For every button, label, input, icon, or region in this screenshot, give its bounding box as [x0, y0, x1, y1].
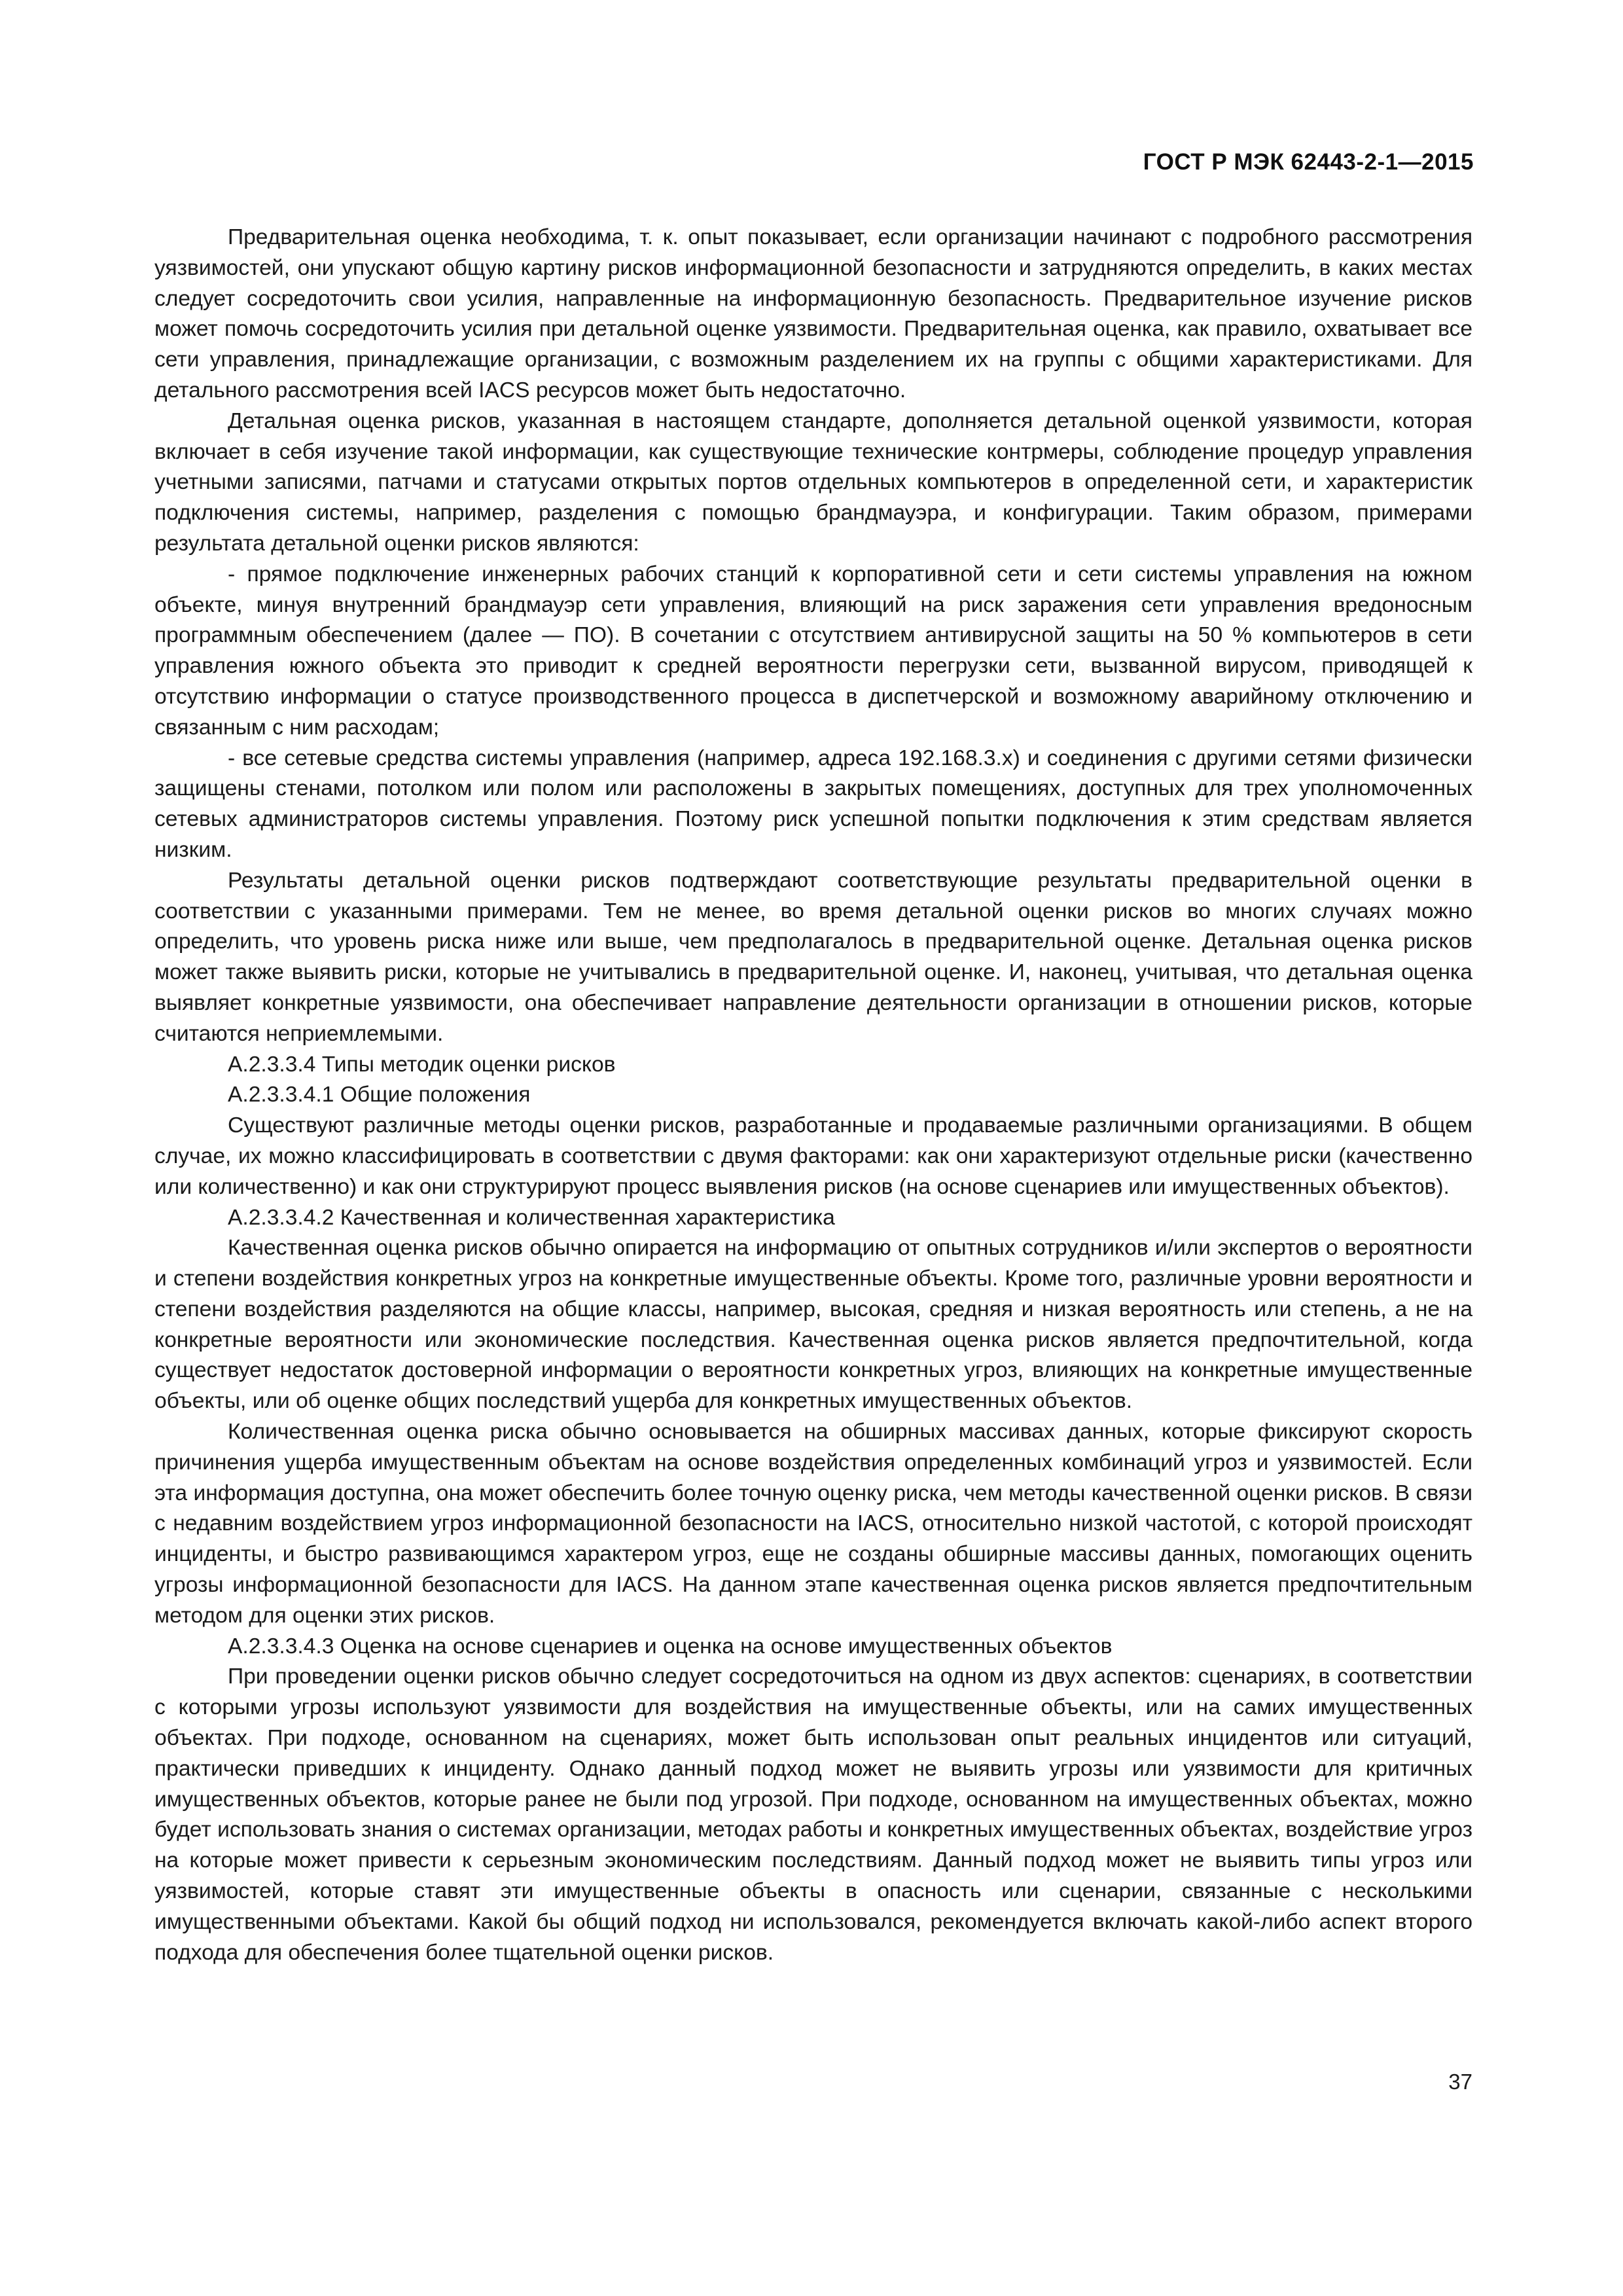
body-text — [154, 223, 1472, 1968]
standard-header: ГОСТ Р МЭК 62443-2-1—2015 — [1143, 149, 1474, 175]
list-item: - все сетевые средства системы управления (например, адреса 192.168.3.x) и соединения с другими сетями физически защищены стенами, потолком или полом или расположены в закрытых помещениях, доступных для трех уполномоченных сетевых администраторов системы управления. Поэтому риск успешной попытки подключения к этим средствам является низким. — [154, 745, 1472, 862]
section-heading: А.2.3.3.4.2 Качественная и количественная характеристика — [228, 1205, 835, 1230]
section-heading: А.2.3.3.4 Типы методик оценки рисков — [228, 1052, 616, 1077]
paragraph: Результаты детальной оценки рисков подтверждают соответствующие результаты предварительной оценки в соответствии с указанными примерами. Тем не менее, во время детальной оценки рисков во многих случаях можно определить, что уровень риска ниже или выше, чем предполагалось в предварительной оценке. Детальная оценка рисков может также выявить риски, которые не учитывались в предварительной оценке. И, наконец, учитывая, что детальная оценка выявляет конкретные уязвимости, она обеспечивает направление деятельности организации в отношении рисков, которые считаются неприемлемыми. — [154, 868, 1472, 1046]
paragraph: Предварительная оценка необходима, т. к. опыт показывает, если организации начинают с подробного рассмотрения уязвимостей, они упускают общую картину рисков информационной безопасности и затрудняются определить, в каких местах следует сосредоточить свои усилия, направленные на информационную безопасность. Предварительное изучение рисков может помочь сосредоточить усилия при детальной оценке уязвимости. Предварительная оценка, как правило, охватывает все сети управления, принадлежащие организации, с возможным разделением их на группы с общими характеристиками. Для детального рассмотрения всей IACS ресурсов может быть недостаточно. — [154, 225, 1472, 403]
paragraph: Существуют различные методы оценки рисков, разработанные и продаваемые различными организациями. В общем случае, их можно классифицировать в соответствии с двумя факторами: как они характеризуют отдельные риски (качественно или количественно) и как они структурируют процесс выявления рисков (на основе сценариев или имущественных объектов). — [154, 1113, 1472, 1199]
list-item: - прямое подключение инженерных рабочих станций к корпоративной сети и сети системы управления на южном объекте, минуя внутренний брандмауэр сети управления, влияющий на риск заражения сети управления вредоносным программным обеспечением (далее — ПО). В сочетании с отсутствием антивирусной защиты на 50 % компьютеров в сети управления южного объекта это приводит к средней вероятности перегрузки сети, вызванной вирусом, приводящей к отсутствию информации о статусе производственного процесса в диспетчерской и возможному аварийному отключению и связанным с ним расходам; — [154, 562, 1472, 740]
paragraph: Качественная оценка рисков обычно опирается на информацию от опытных сотрудников и/или экспертов о вероятности и степени воздействия конкретных угроз на конкретные имущественные объекты. Кроме того, различные уровни вероятности и степени воздействия разделяются на общие классы, например, высокая, средняя и низкая вероятность или степень, а не на конкретные вероятности или экономические последствия. Качественная оценка рисков является предпочтительной, когда существует недостаток достоверной информации о вероятности конкретных угроз, влияющих на конкретные имущественные объекты, или об оценке общих последствий ущерба для конкретных имущественных объектов. — [154, 1236, 1472, 1414]
paragraph: Детальная оценка рисков, указанная в настоящем стандарте, дополняется детальной оценкой уязвимости, которая включает в себя изучение такой информации, как существующие технические контрмеры, соблюдение процедур управления учетными записями, патчами и статусами открытых портов отдельных компьютеров в определенной сети, и характеристик подключения системы, например, разделения с помощью брандмауэра, и конфигурации. Таким образом, примерами результата детальной оценки рисков являются: — [154, 408, 1472, 556]
section-heading: А.2.3.3.4.3 Оценка на основе сценариев и оценка на основе имущественных объектов — [228, 1634, 1113, 1659]
paragraph: При проведении оценки рисков обычно следует сосредоточиться на одном из двух аспектов: сценариях, в соответствии с которыми угрозы используют уязвимости для воздействия на имущественные объекты, или на самих имущественных объектах. При подходе, основанном на сценариях, может быть использован опыт реальных инцидентов или ситуаций, практически приведших к инциденту. Однако данный подход может не выявить угрозы или уязвимости для критичных имущественных объектов, которые ранее не были под угрозой. При подходе, основанном на имущественных объектах, можно будет использовать знания о системах организации, методах работы и конкретных имущественных объектах, воздействие угроз на которые может привести к серьезным экономическим последствиям. Данный подход может не выявить типы угроз или уязвимостей, которые ставят эти имущественные объекты в опасность или сценарии, связанные с несколькими имущественными объектами. Какой бы общий подход ни использовался, рекомендуется включать какой-либо аспект второго подхода для обеспечения более тщательной оценки рисков. — [154, 1664, 1472, 1965]
paragraph: Количественная оценка риска обычно основывается на обширных массивах данных, которые фиксируют скорость причинения ущерба имущественным объектам на основе воздействия определенных комбинаций угроз и уязвимостей. Если эта информация доступна, она может обеспечить более точную оценку риска, чем методы качественной оценки рисков. В связи с недавним воздействием угроз информационной безопасности на IACS, относительно низкой частотой, с которой происходят инциденты, и быстро развивающимся характером угроз, еще не созданы обширные массивы данных, помогающих оценить угрозы информационной безопасности для IACS. На данном этапе качественная оценка рисков является предпочтительным методом для оценки этих рисков. — [154, 1420, 1472, 1628]
section-heading: А.2.3.3.4.1 Общие положения — [228, 1083, 531, 1107]
page-number: 37 — [1448, 2070, 1472, 2094]
